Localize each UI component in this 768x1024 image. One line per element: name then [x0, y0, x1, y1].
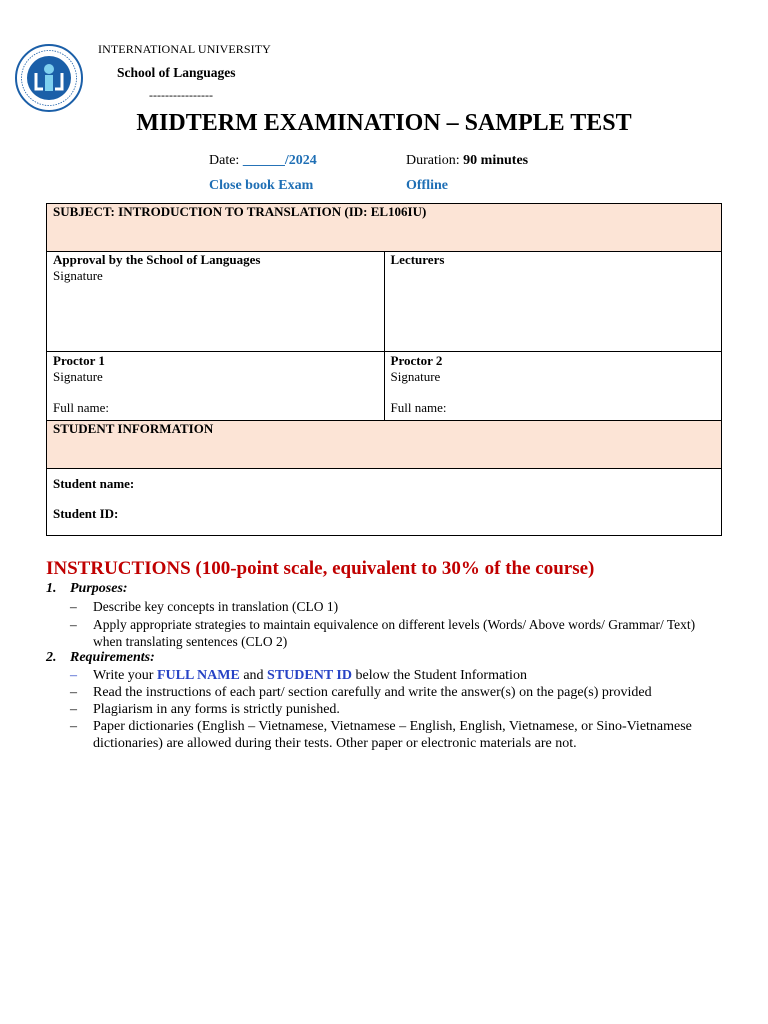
proctor1-cell: [47, 352, 385, 421]
student-info-cell: [47, 469, 722, 536]
dash-bullet: –: [70, 668, 77, 683]
duration-field: [406, 153, 528, 169]
student-id-highlight: STUDENT ID: [267, 668, 352, 683]
dash-bullet: –: [70, 702, 77, 717]
lecturers-title: Lecturers: [390, 252, 445, 267]
dash-bullet: –: [70, 617, 77, 632]
req1-before: Write your: [93, 668, 157, 683]
proctor2-title: Proctor 2: [390, 353, 443, 368]
subject-heading: SUBJECT: INTRODUCTION TO TRANSLATION (ID: EL106IU): [47, 204, 722, 252]
proctor1-fullname-label: Full name:: [53, 400, 109, 415]
university-logo: [14, 43, 84, 113]
requirement-item: [70, 718, 720, 752]
requirement-text: Paper dictionaries (English – Vietnamese, Vietnamese – English, English, Vietnamese, or Sino-Vietnamese dictionaries) are allowed during their tests. Other paper or electronic materials are not.: [93, 719, 692, 751]
proctor1-title: Proctor 1: [53, 353, 105, 368]
date-label: Date:: [209, 153, 240, 168]
approval-title: Approval by the School of Languages: [53, 252, 261, 267]
date-value: ______/2024: [242, 153, 317, 168]
proctor1-signature-label: Signature: [53, 369, 103, 384]
requirement-text: Read the instructions of each part/ section carefully and write the answer(s) on the page(s) provided: [93, 685, 652, 700]
approval-signature-label: Signature: [53, 268, 103, 283]
proctor2-cell: [384, 352, 722, 421]
purposes-heading: [46, 581, 128, 597]
purpose-text: Apply appropriate strategies to maintain equivalence on different levels (Words/ Above words/ Grammar/ Text) when translating sentences (CLO 2): [93, 617, 696, 649]
exam-type: Close book Exam: [209, 178, 314, 193]
requirement-text: [93, 667, 720, 684]
exam-title: MIDTERM EXAMINATION – SAMPLE TEST: [136, 110, 632, 136]
date-field: [209, 153, 317, 169]
duration-value: 90 minutes: [463, 153, 529, 168]
university-name: INTERNATIONAL UNIVERSITY: [98, 42, 271, 56]
dash-bullet: –: [70, 719, 77, 734]
requirements-heading: [46, 650, 155, 666]
student-name-label: Student name:: [53, 476, 135, 491]
school-name: School of Languages: [117, 65, 236, 80]
exam-info-table: [46, 203, 722, 536]
req1-after: below the Student Information: [351, 668, 527, 683]
dash-bullet: –: [70, 685, 77, 700]
lecturers-cell: [384, 252, 722, 352]
purpose-item: [70, 616, 720, 650]
requirement-item: [70, 701, 720, 718]
requirement-text: Plagiarism in any forms is strictly punished.: [93, 702, 340, 717]
purpose-item: [70, 598, 720, 615]
requirement-item: [70, 667, 720, 684]
dash-bullet: –: [70, 599, 77, 614]
proctor2-signature-label: Signature: [390, 369, 441, 384]
full-name-highlight: FULL NAME: [156, 668, 240, 683]
duration-label: Duration:: [406, 153, 460, 168]
header-divider: ----------------: [149, 88, 213, 102]
requirements-number: 2.: [46, 650, 57, 665]
student-id-label: Student ID:: [53, 506, 119, 521]
req1-and: and: [239, 668, 268, 683]
student-info-heading: STUDENT INFORMATION: [47, 421, 722, 469]
exam-mode: Offline: [406, 178, 448, 193]
purpose-text: Describe key concepts in translation (CLO 1): [93, 599, 339, 614]
purposes-label: Purposes:: [70, 581, 128, 596]
purposes-number: 1.: [46, 581, 57, 596]
approval-cell: [47, 252, 385, 352]
requirements-label: Requirements:: [70, 650, 155, 665]
requirement-item: [70, 684, 720, 701]
proctor2-fullname-label: Full name:: [390, 400, 447, 415]
instructions-heading: INSTRUCTIONS (100-point scale, equivalent to 30% of the course): [46, 558, 595, 579]
